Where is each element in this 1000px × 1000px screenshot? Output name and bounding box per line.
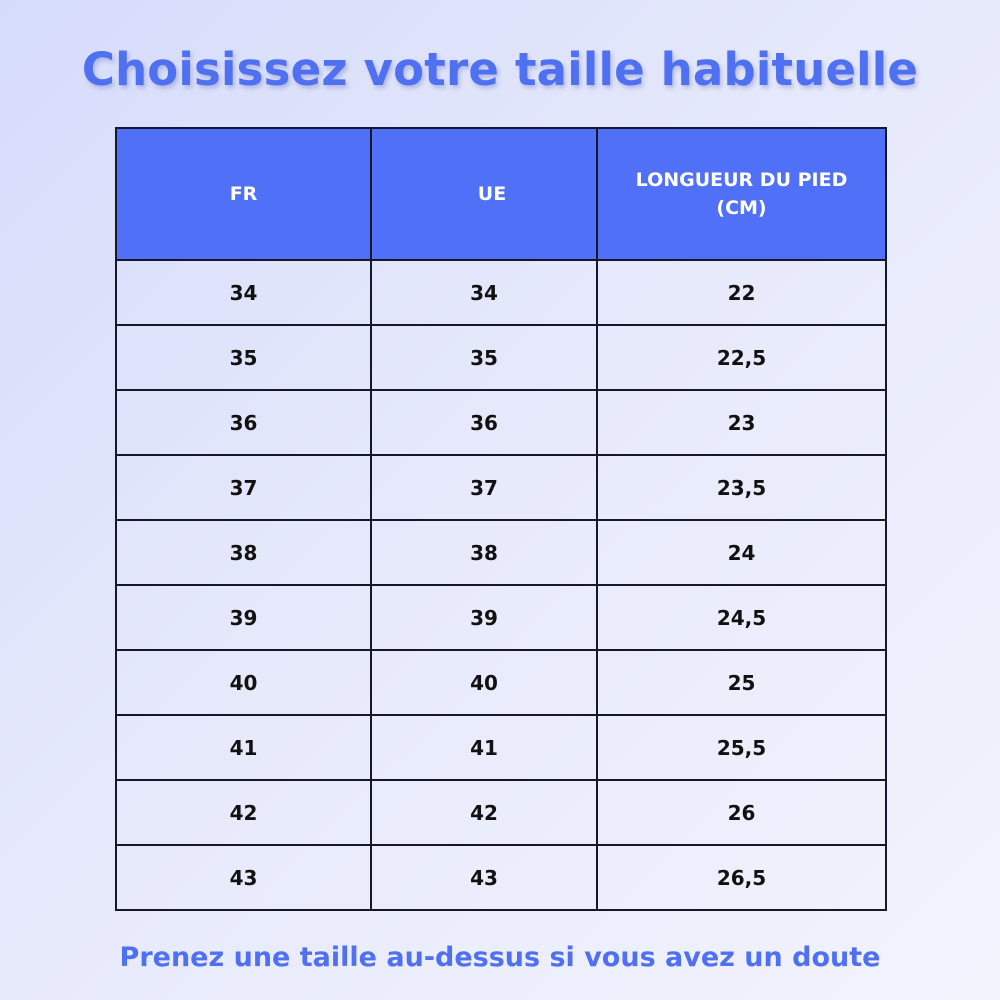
table-row bbox=[116, 780, 886, 845]
cell-foot-length: 26,5 bbox=[597, 845, 886, 910]
header-foot-length: LONGUEUR DU PIED (CM) bbox=[597, 128, 886, 260]
cell-ue: 34 bbox=[371, 260, 597, 325]
table-row bbox=[116, 845, 886, 910]
table-row bbox=[116, 455, 886, 520]
cell-fr: 42 bbox=[116, 780, 371, 845]
cell-ue: 43 bbox=[371, 845, 597, 910]
cell-foot-length: 22,5 bbox=[597, 325, 886, 390]
table-header-row bbox=[116, 128, 886, 260]
cell-fr: 36 bbox=[116, 390, 371, 455]
page-title: Choisissez votre taille habituelle bbox=[81, 43, 919, 96]
cell-ue: 36 bbox=[371, 390, 597, 455]
cell-fr: 41 bbox=[116, 715, 371, 780]
cell-foot-length: 25 bbox=[597, 650, 886, 715]
cell-ue: 39 bbox=[371, 585, 597, 650]
cell-fr: 43 bbox=[116, 845, 371, 910]
cell-foot-length: 24 bbox=[597, 520, 886, 585]
table-row bbox=[116, 260, 886, 325]
cell-fr: 39 bbox=[116, 585, 371, 650]
table-row bbox=[116, 390, 886, 455]
header-ue: UE bbox=[371, 128, 597, 260]
table-row bbox=[116, 585, 886, 650]
cell-ue: 40 bbox=[371, 650, 597, 715]
cell-fr: 40 bbox=[116, 650, 371, 715]
cell-fr: 34 bbox=[116, 260, 371, 325]
cell-fr: 38 bbox=[116, 520, 371, 585]
cell-foot-length: 26 bbox=[597, 780, 886, 845]
table-row bbox=[116, 650, 886, 715]
cell-ue: 42 bbox=[371, 780, 597, 845]
cell-ue: 37 bbox=[371, 455, 597, 520]
cell-foot-length: 23 bbox=[597, 390, 886, 455]
cell-fr: 35 bbox=[116, 325, 371, 390]
cell-foot-length: 23,5 bbox=[597, 455, 886, 520]
footer-note: Prenez une taille au-dessus si vous avez un doute bbox=[119, 942, 881, 973]
cell-foot-length: 22 bbox=[597, 260, 886, 325]
cell-ue: 35 bbox=[371, 325, 597, 390]
cell-foot-length: 25,5 bbox=[597, 715, 886, 780]
table-row bbox=[116, 325, 886, 390]
table-row bbox=[116, 520, 886, 585]
cell-ue: 38 bbox=[371, 520, 597, 585]
header-fr: FR bbox=[116, 128, 371, 260]
cell-ue: 41 bbox=[371, 715, 597, 780]
cell-foot-length: 24,5 bbox=[597, 585, 886, 650]
cell-fr: 37 bbox=[116, 455, 371, 520]
table-row bbox=[116, 715, 886, 780]
size-chart-table bbox=[115, 127, 887, 911]
